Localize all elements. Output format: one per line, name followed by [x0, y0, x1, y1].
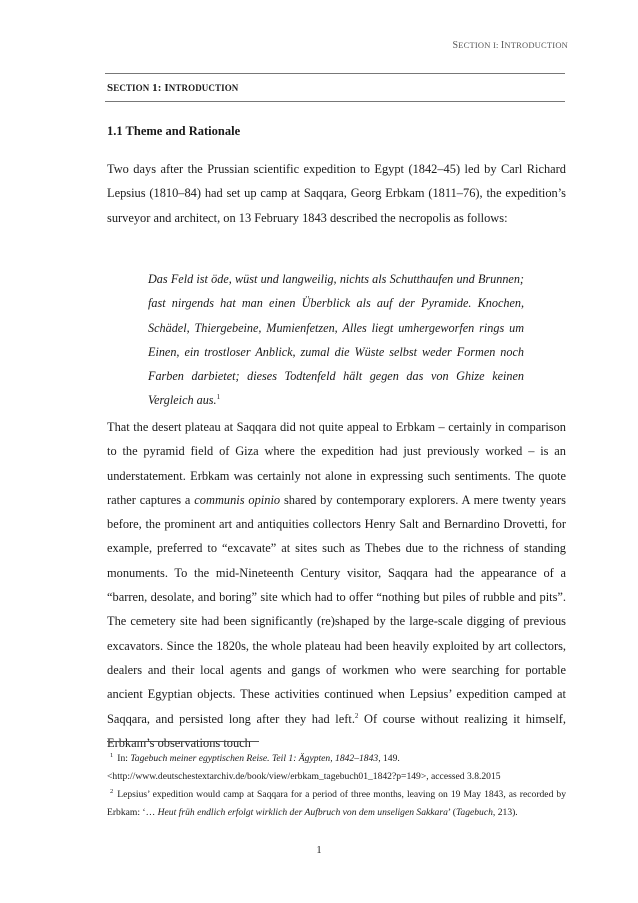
section-title-initial: S [107, 82, 114, 94]
footnote-text: ’ ( [447, 807, 456, 818]
footnote-2 [107, 786, 566, 822]
footnotes [107, 750, 566, 822]
section-title [107, 82, 567, 94]
footnote-text: In: [117, 753, 131, 764]
running-header [452, 40, 568, 51]
paragraph-body [107, 415, 566, 755]
running-header-initial: S [452, 40, 459, 51]
footnote-text: , 149. [378, 753, 400, 764]
footnote-number: 1 [110, 752, 114, 759]
footnote-text: , 213). [492, 807, 518, 818]
footnote-url-link[interactable]: <http://www.deutschestextarchiv.de/book/view/erbkam_tagebuch01_1842?p=149>, accessed 3.8.2015 [107, 771, 501, 782]
footnote-separator [107, 741, 259, 742]
section-title-number: 1: [149, 82, 165, 94]
footnote-number: 2 [110, 788, 114, 795]
running-header-word-2: NTRODUCTION [504, 40, 568, 50]
running-header-initial-2: I [500, 40, 505, 51]
footnote-text: Lepsius’ expedition would camp at Saqqara for a period of three months, leaving on 19 May 1843, as recorded by Erbkam: ‘… [107, 789, 566, 818]
paragraph-intro: Two days after the Prussian scientific expedition to Egypt (1842–45) led by Carl Richard Lepsius (1810–84) had set up camp at Saqqara, Georg Erbkam (1811–76), the expedition’s surveyor and architect, on 13 February 1843 described the necropolis as follows: [107, 162, 566, 225]
footnote-1 [107, 750, 566, 786]
section-title-word: ECTION [113, 83, 150, 93]
subsection-heading: 1.1 Theme and Rationale [107, 124, 241, 138]
paragraph-body-italic: communis opinio [194, 492, 281, 507]
footnote-italic: Tagebuch [455, 807, 493, 818]
footnote-ref-1[interactable]: 1 [216, 393, 221, 402]
section-rule-top [105, 73, 565, 74]
block-quote [148, 267, 524, 413]
paragraph-body-text-1: That the desert plateau at Saqqara did not quite appeal to Erbkam – certainly in comparison to the pyramid field of Giza where the expedition had just previously worked – is an understatement. Erbkam was certainly not alone in expressing such sentiments. The quote rather captures a [107, 420, 566, 507]
footnote-italic: Tagebuch meiner egyptischen Reise. Teil 1: Ägypten, 1842–1843 [130, 753, 379, 764]
running-header-word: ECTION [458, 40, 491, 50]
footnote-italic: Heut früh endlich erfolgt wirklich der Aufbruch von dem unseligen Sakkara [157, 807, 448, 818]
section-title-initial-2: I [164, 82, 169, 94]
page-number: 1 [316, 845, 322, 856]
block-quote-text: Das Feld ist öde, wüst und langweilig, nichts als Schutthaufen und Brunnen; fast nirgends hat man einen Überblick als auf der Pyramide. Knochen, Schädel, Thiergebeine, Mumienfetzen, Alles liegt umhergeworfen rings um Einen, ein trostloser Anblick, zumal die Wüste selbst weder Formen noch Farben darbietet; dieses Todtenfeld hält gegen das von Ghize keinen Vergleich aus. [148, 272, 524, 408]
paragraph-body-text-3: Of course without realizing it himself, Erbkam’s observations touch [107, 711, 566, 750]
footnote-ref-2[interactable]: 2 [354, 711, 359, 720]
paragraph-body-text-2: shared by contemporary explorers. A mere twenty years before, the prominent art and antiquities collectors Henry Salt and Bernardino Drovetti, for example, preferred to “excavate” at sites such as Thebes due to the richness of standing monuments. To the mid-Nineteenth Century visitor, Saqqara had the appearance of a “barren, desolate, and boring” site which had to offer “nothing but piles of rubble and pits”. The cemetery site had been significantly (re)shaped by the large-scale digging of previous excavators. Since the 1820s, the whole plateau had been heavily exploited by art collectors, dealers and their local agents and gangs of workmen who were searching for portable ancient Egyptian objects. These activities continued when Lepsius’ expedition camped at Saqqara, and persisted long after they had left. [107, 492, 567, 726]
section-title-word-2: NTRODUCTION [168, 83, 239, 93]
section-rule-bottom [105, 101, 565, 102]
running-header-number: I: [490, 40, 501, 50]
